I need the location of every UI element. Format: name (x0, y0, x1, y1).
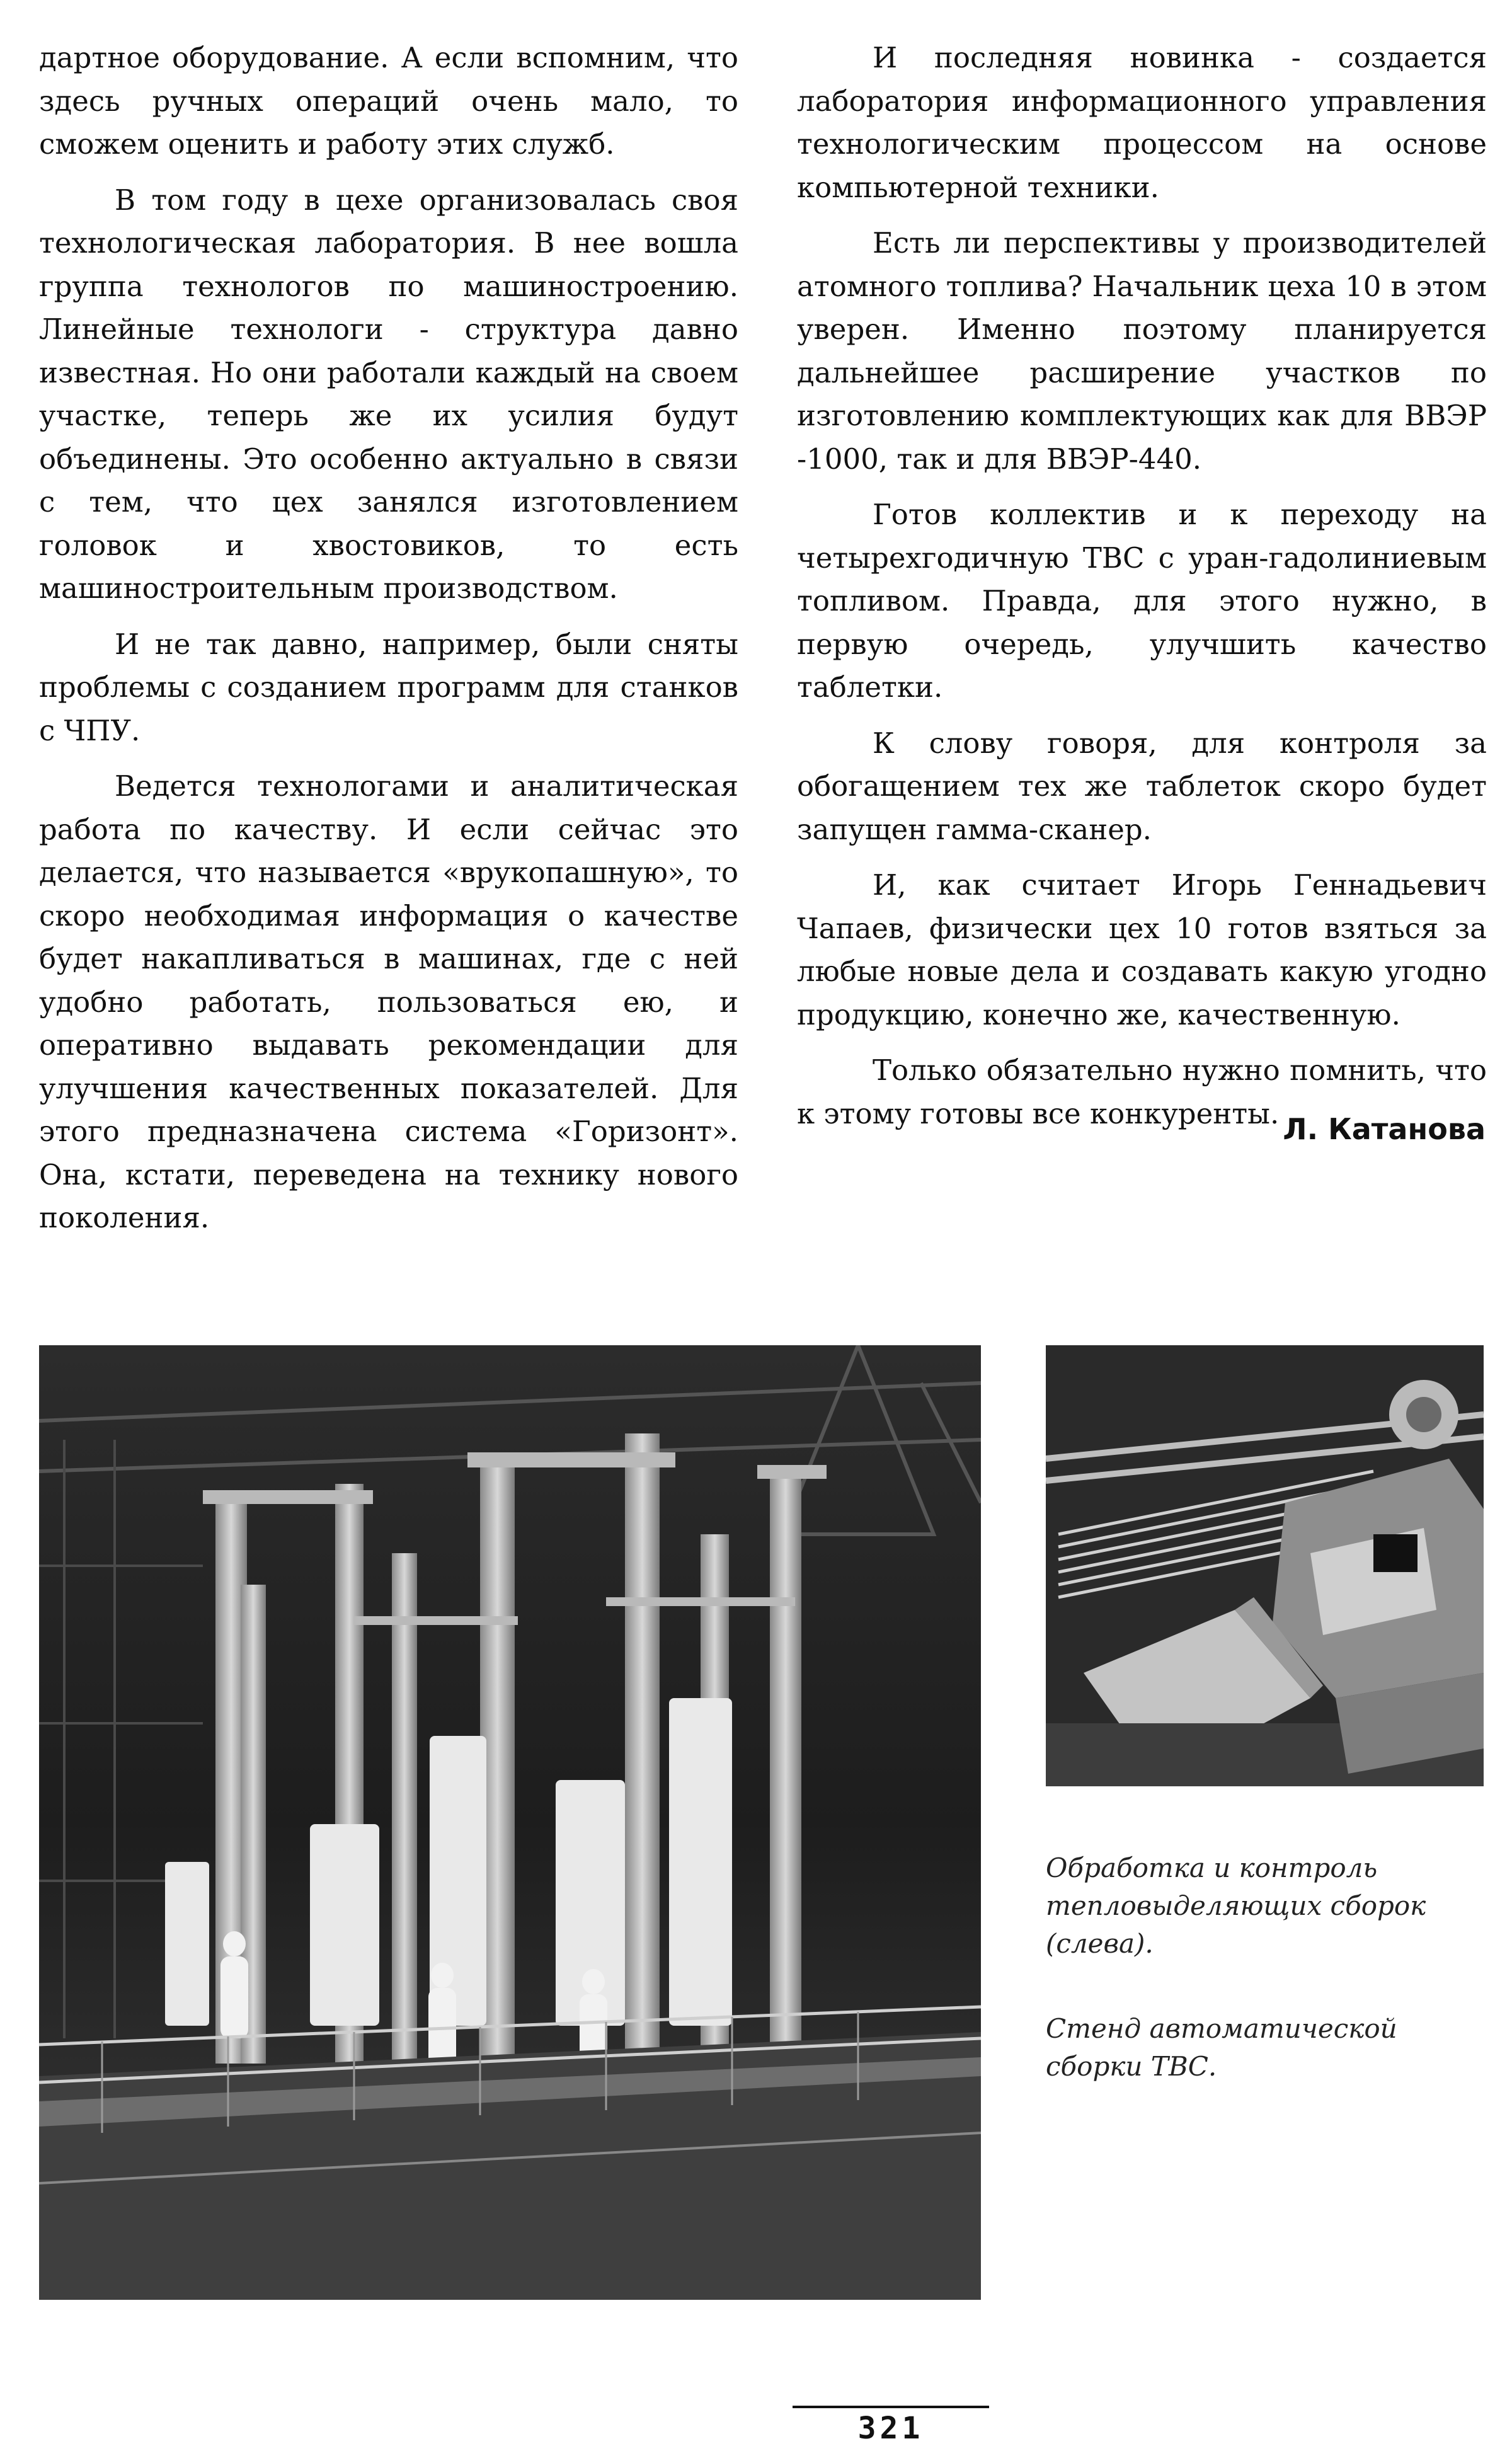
photo-caption: Стенд автоматической сборки ТВС. (1046, 2013, 1397, 2082)
page-number-rule (793, 2406, 989, 2408)
left-text-column (39, 37, 738, 1253)
paragraph: Готов коллектив и к переходу на четырехгодичную ТВС с уран-гадолиниевым топливом. Правда, для этого нужно, в первую очередь, улучшить качество таблетки. (797, 498, 1487, 704)
right-text-column (797, 37, 1487, 1148)
paragraph: дартное оборудование. А если вспомним, что здесь ручных операций очень мало, то сможем оценить и работу этих служб. (39, 41, 738, 161)
photo-caption: Обработка и контроль тепловыделяющих сборок (слева). (1046, 1852, 1426, 1959)
factory-hall-illustration (39, 1345, 981, 2300)
paragraph: И не так давно, например, были сняты проблемы с созданием программ для станков с ЧПУ. (39, 627, 738, 747)
page-number: 321 (857, 2411, 924, 2446)
assembly-stand-illustration (1046, 1345, 1484, 1786)
paragraph: Есть ли перспективы у производителей атомного топлива? Начальник цеха 10 в этом уверен. Именно поэтому планируется дальнейшее расширение участков по изготовлению комплектующих как для ВВЭР -1000, так и для ВВЭР-440. (797, 226, 1487, 476)
assembly-stand-photo (1046, 1345, 1484, 1786)
factory-hall-photo (39, 1345, 981, 2300)
paragraph: К слову говоря, для контроля за обогащением тех же таблеток скоро будет запущен гамма-сканер. (797, 726, 1487, 846)
paragraph: Только обязательно нужно помнить, что к этому готовы все конкуренты. (797, 1054, 1487, 1130)
author-signature: Л. Катанова (1283, 1112, 1486, 1146)
paragraph: И, как считает Игорь Геннадьевич Чапаев, физически цех 10 готов взяться за любые новые дела и создавать какую угодно продукцию, конечно же, качественную. (797, 868, 1487, 1031)
paragraph: И последняя новинка - создается лаборатория информационного управления технологическим процессом на основе компьютерной техники. (797, 41, 1487, 204)
paragraph: Ведется технологами и аналитическая работа по качеству. И если сейчас это делается, что называется «врукопашную», то скоро необходимая информация о качестве будет накапливаться в машинах, где с ней удобно работать, пользоваться ею, и оперативно выдавать рекомендации для улучшения качественных показателей. Для этого предназначена система «Горизонт». Она, кстати, переведена на технику нового поколения. (39, 769, 738, 1234)
paragraph: В том году в цехе организовалась своя технологическая лаборатория. В нее вошла группа технологов по машиностроению. Линейные технологи - структура давно известная. Но они работали каждый на своем участке, теперь же их усилия будут объединены. Это особенно актуально в связи с тем, что цех занялся изготовлением головок и хвостовиков, то есть машиностроительным производством. (39, 183, 738, 605)
